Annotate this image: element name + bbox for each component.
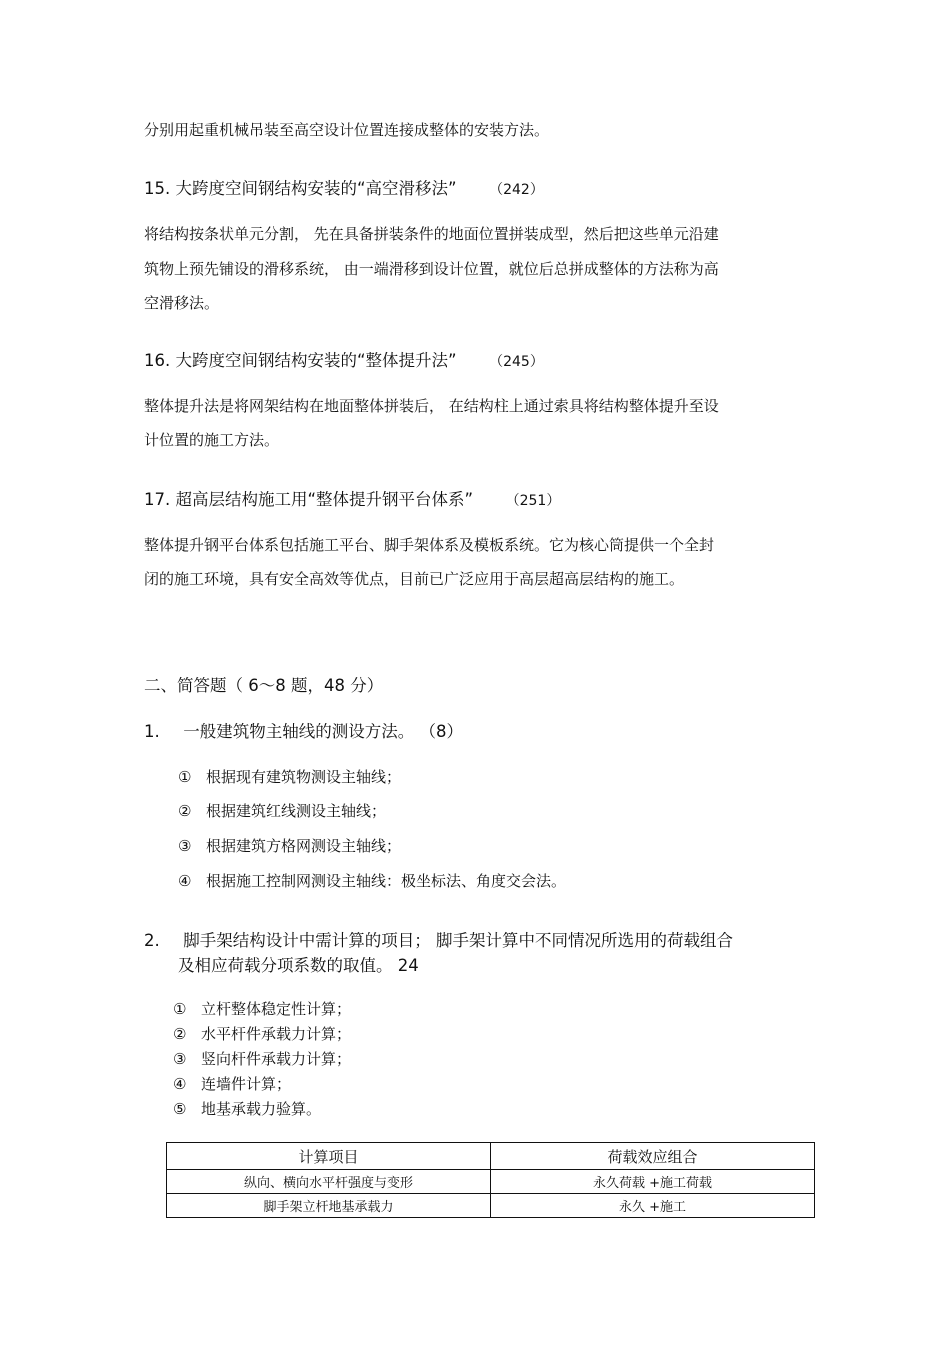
- question-number: 2.: [144, 931, 160, 950]
- list-item-text: 根据施工控制网测设主轴线：极坐标法、角度交会法。: [206, 872, 567, 890]
- list-item: [178, 800, 386, 821]
- table-cell: 纵向、横向水平杆强度与变形: [167, 1170, 491, 1194]
- table-row: [167, 1170, 815, 1194]
- circled-number: ①: [178, 768, 192, 786]
- term-page-ref: （251）: [505, 493, 561, 509]
- term-15-line-2: 筑物上预先铺设的滑移系统， 由一端滑移到设计位置，就位后总拼成整体的方法称为高: [144, 260, 719, 278]
- circled-number: ④: [178, 872, 192, 890]
- list-item: [178, 766, 401, 787]
- list-item-text: 根据现有建筑物测设主轴线；: [206, 768, 402, 786]
- table-header-cell: 荷载效应组合: [491, 1143, 815, 1170]
- term-17-heading: [144, 486, 560, 510]
- section-title: 二、简答题（ 6～8 题，48 分）: [144, 676, 384, 695]
- list-item-text: 立杆整体稳定性计算；: [201, 1000, 352, 1018]
- term-title: 大跨度空间钢结构安装的“高空滑移法”: [175, 179, 457, 198]
- circled-number: ①: [173, 1000, 187, 1018]
- circled-number: ②: [173, 1025, 187, 1043]
- term-title: 大跨度空间钢结构安装的“整体提升法”: [175, 351, 457, 370]
- term-page-ref: （242）: [489, 182, 544, 198]
- term-15-line-1: 将结构按条状单元分割， 先在具备拼装条件的地面位置拼装成型，然后把这些单元沿建: [144, 225, 719, 243]
- list-item-text: 水平杆件承载力计算；: [201, 1025, 352, 1043]
- table-row: [167, 1194, 815, 1218]
- list-item: [173, 998, 351, 1019]
- table-cell: 永久荷载 +施工荷载: [491, 1170, 815, 1194]
- term-15-heading: [144, 175, 544, 199]
- list-item-text: 连墙件计算；: [201, 1075, 292, 1093]
- list-item: [178, 835, 401, 856]
- table-cell: 脚手架立杆地基承载力: [167, 1194, 491, 1218]
- list-item-text: 竖向杆件承载力计算；: [201, 1050, 352, 1068]
- term-15-line-3: 空滑移法。: [144, 294, 220, 312]
- list-item: [173, 1098, 321, 1119]
- load-combination-table: [166, 1142, 815, 1218]
- list-item-text: 根据建筑方格网测设主轴线；: [206, 837, 402, 855]
- term-page-ref: （245）: [489, 354, 544, 370]
- term-16-line-1: 整体提升法是将网架结构在地面整体拼装后， 在结构柱上通过索具将结构整体提升至设: [144, 397, 719, 415]
- term-17-line-2: 闭的施工环境，具有安全高效等优点，目前已广泛应用于高层超高层结构的施工。: [144, 570, 685, 588]
- question-1: [144, 718, 463, 742]
- list-item: [173, 1023, 351, 1044]
- term-number: 16.: [144, 351, 171, 370]
- term-17-line-1: 整体提升钢平台体系包括施工平台、脚手架体系及模板系统。它为核心筒提供一个全封: [144, 536, 715, 554]
- table-header-cell: 计算项目: [167, 1143, 491, 1170]
- list-item: [173, 1048, 351, 1069]
- table-header-row: [167, 1143, 815, 1170]
- question-text-line-2: 及相应荷载分项系数的取值。 24: [178, 956, 419, 975]
- circled-number: ④: [173, 1075, 187, 1093]
- circled-number: ③: [178, 837, 192, 855]
- question-text-line-1: 脚手架结构设计中需计算的项目； 脚手架计算中不同情况所选用的荷载组合: [183, 931, 733, 950]
- list-item: [173, 1073, 291, 1094]
- circled-number: ⑤: [173, 1100, 187, 1118]
- list-item: [178, 870, 566, 891]
- circled-number: ③: [173, 1050, 187, 1068]
- intro-line: 分别用起重机械吊装至高空设计位置连接成整体的安装方法。: [144, 121, 550, 139]
- term-number: 15.: [144, 179, 171, 198]
- question-text: 一般建筑物主轴线的测设方法。 （8）: [183, 722, 463, 741]
- term-number: 17.: [144, 490, 171, 509]
- term-16-line-2: 计位置的施工方法。: [144, 431, 280, 449]
- circled-number: ②: [178, 802, 192, 820]
- term-16-heading: [144, 347, 544, 371]
- list-item-text: 根据建筑红线测设主轴线；: [206, 802, 387, 820]
- term-title: 超高层结构施工用“整体提升钢平台体系”: [175, 490, 474, 509]
- table-cell: 永久 +施工: [491, 1194, 815, 1218]
- question-number: 1.: [144, 722, 160, 741]
- question-2: [144, 927, 733, 951]
- list-item-text: 地基承载力验算。: [201, 1100, 322, 1118]
